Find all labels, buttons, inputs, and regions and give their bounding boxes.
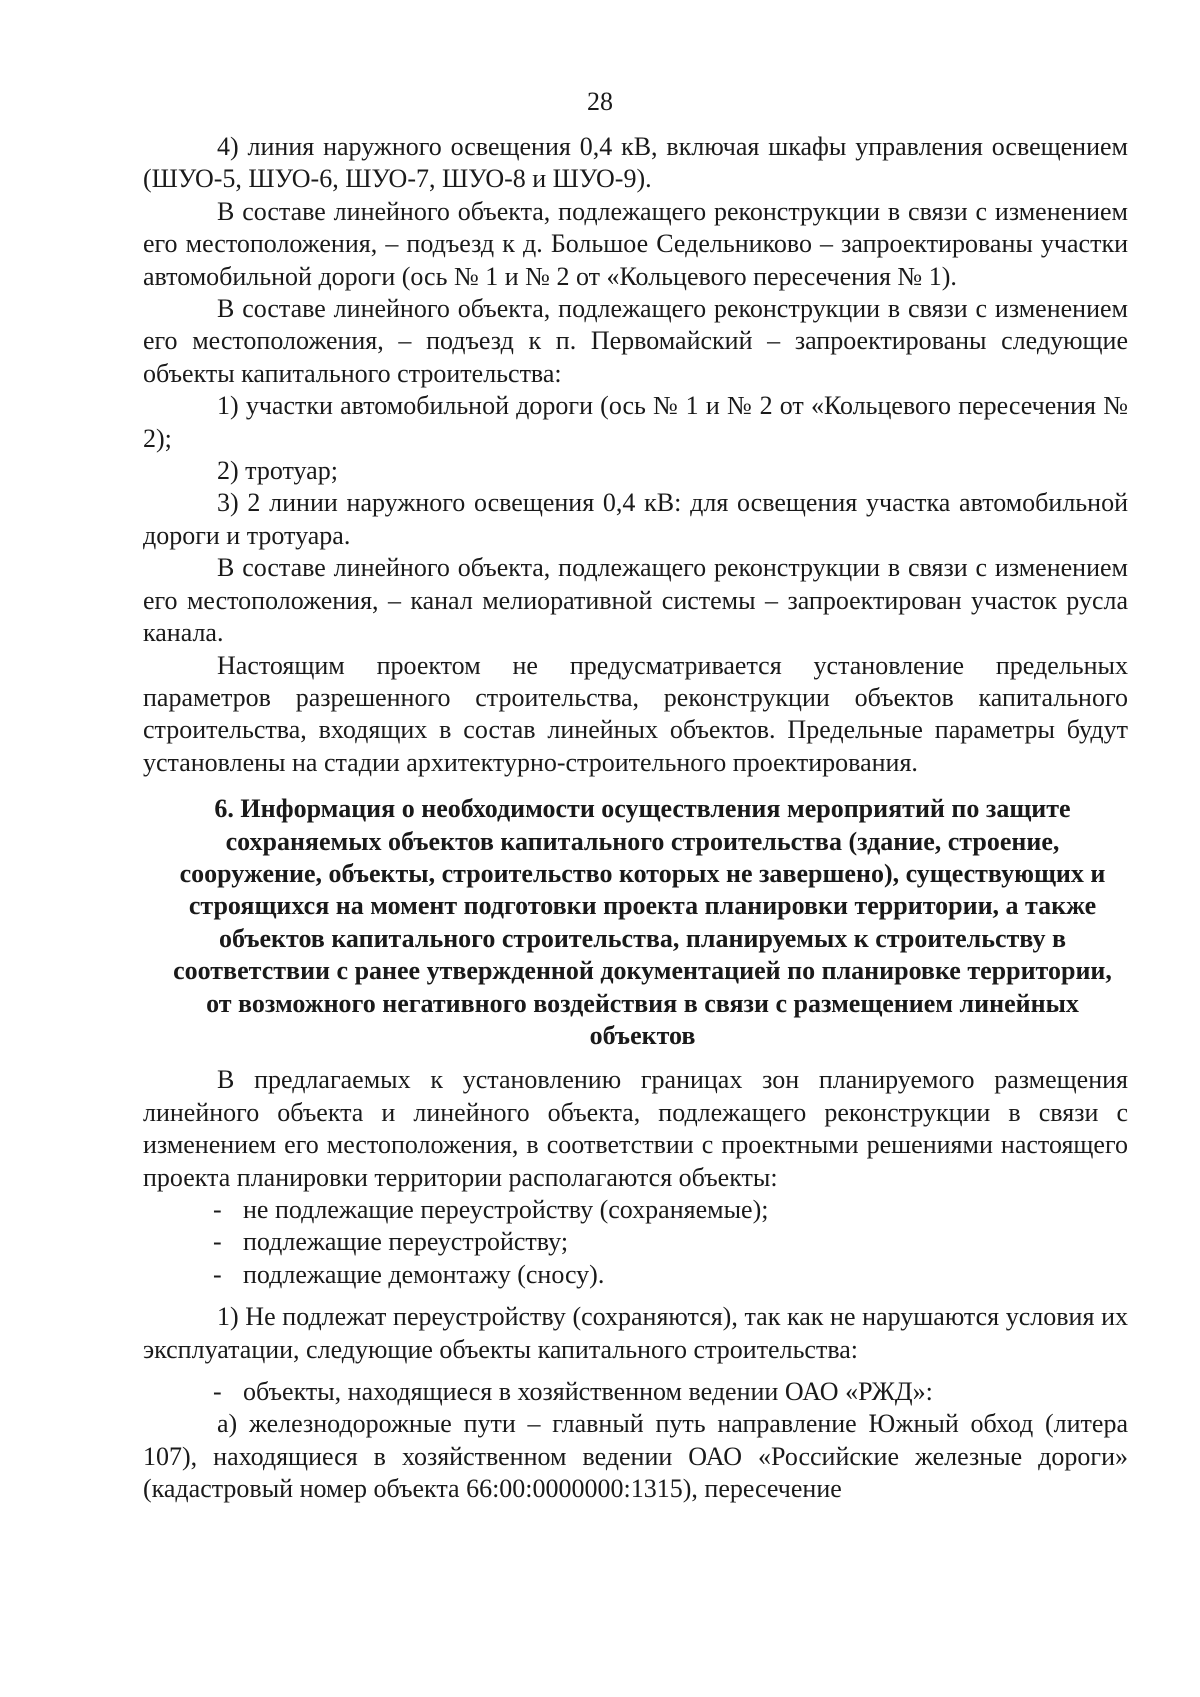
- paragraph-railway-tracks: а) железнодорожные пути – главный путь направление Южный обход (литера 107), находящиеся в хозяйственном ведении ОАО «Российские железные дороги» (кадастровый номер объекта 66:00:0000000:1315), пересечение: [143, 1409, 1128, 1504]
- section-heading: 6. Информация о необходимости осуществления мероприятий по защите сохраняемых объектов капитального строительства (здание, строение, сооружение, объекты, строительство которых не завершено), существующих и строящихся на момент подготовки проекта планировки территории, а также объектов капитального строительства, планируемых к строительству в соответствии с ранее утвержденной документацией по планировке территории, от возможного негативного воздействия в связи с размещением линейных объектов: [173, 794, 1112, 1050]
- paragraph-drainage-canal: В составе линейного объекта, подлежащего реконструкции в связи с изменением его местоположения, – канал мелиоративной системы – запроектирован участок русла канала.: [143, 553, 1128, 648]
- paragraph-road-bolshoe-sedelnikovo: В составе линейного объекта, подлежащего реконструкции в связи с изменением его местоположения, – подъезд к д. Большое Седельниково – запроектированы участки автомобильной дороги (ось № 1 и № 2 от «Кольцевого пересечения № 1).: [143, 196, 1128, 291]
- list-item-text: подлежащие демонтажу (сносу).: [243, 1259, 605, 1289]
- list-item-road-sections: 1) участки автомобильной дороги (ось № 1 и № 2 от «Кольцевого пересечения № 2);: [143, 391, 1128, 453]
- paragraph-preserved-objects: 1) Не подлежат переустройству (сохраняются), так как не нарушаются условия их эксплуатации, следующие объекты капитального строительства:: [143, 1302, 1128, 1364]
- paragraph-road-pervomaisky: В составе линейного объекта, подлежащего реконструкции в связи с изменением его местоположения, – подъезд к п. Первомайский – запроектированы следующие объекты капитального строительства:: [143, 294, 1128, 388]
- paragraph-lighting-line: 4) линия наружного освещения 0,4 кВ, включая шкафы управления освещением (ШУО-5, ШУО-6, ШУО-7, ШУО-8 и ШУО-9).: [143, 132, 1128, 194]
- list-item: [143, 1226, 1128, 1258]
- rzd-objects-list: [143, 1376, 1128, 1408]
- bullet-dash: -: [213, 1377, 222, 1407]
- list-item: [143, 1259, 1128, 1291]
- page-number: 28: [587, 87, 613, 116]
- bullet-dash: -: [213, 1227, 222, 1257]
- bullet-dash: -: [213, 1259, 222, 1289]
- list-item-lighting-lines: 3) 2 линии наружного освещения 0,4 кВ: для освещения участка автомобильной дороги и тротуара.: [143, 488, 1128, 550]
- paragraph-objects-intro: В предлагаемых к установлению границах зон планируемого размещения линейного объекта и линейного объекта, подлежащего реконструкции в связи с изменением его местоположения, в соответствии с проектными решениями настоящего проекта планировки территории располагаются объекты:: [143, 1065, 1128, 1192]
- list-item: [143, 1376, 1128, 1408]
- object-category-list: [143, 1194, 1128, 1291]
- list-item: [143, 1194, 1128, 1226]
- paragraph-limit-parameters: Настоящим проектом не предусматривается установление предельных параметров разрешенного строительства, реконструкции объектов капитального строительства, входящих в состав линейных объектов. Предельные параметры будут установлены на стадии архитектурно-строительного проектирования.: [143, 650, 1128, 777]
- list-item-text: не подлежащие переустройству (сохраняемые);: [243, 1195, 769, 1224]
- bullet-dash: -: [213, 1195, 222, 1224]
- list-item-sidewalk: 2) тротуар;: [217, 456, 338, 486]
- list-item-text: подлежащие переустройству;: [243, 1227, 569, 1257]
- list-item-text: объекты, находящиеся в хозяйственном ведении ОАО «РЖД»:: [243, 1377, 933, 1407]
- document-body: [143, 131, 1128, 1506]
